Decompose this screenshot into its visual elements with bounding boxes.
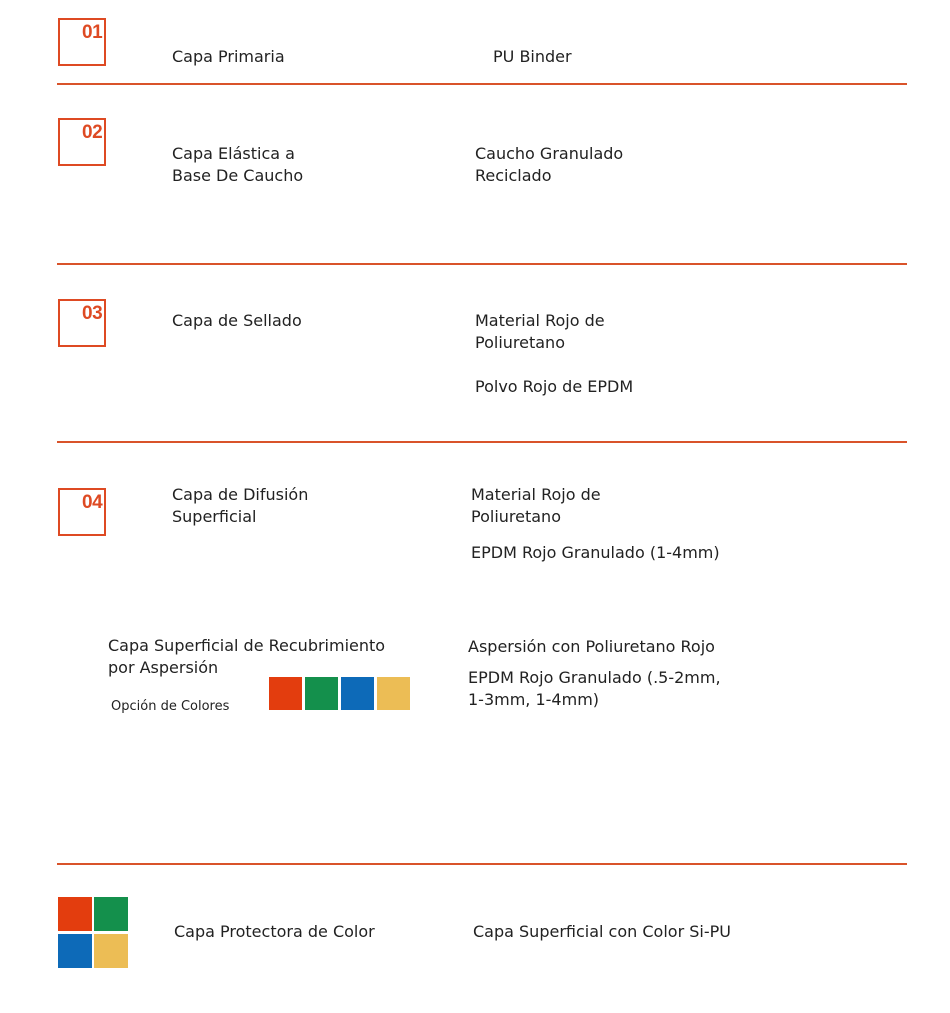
layer-name: Capa Primaria [172,47,285,66]
protective-layer-name: Capa Protectora de Color [174,922,375,941]
color-swatch-blue [341,677,374,710]
layer-name: Capa de Difusión Superficial [172,485,309,526]
layer-material-extra: Polvo Rojo de EPDM [475,377,634,396]
section-divider [57,441,907,443]
layer-number: 01 [82,22,103,43]
section-divider [57,263,907,265]
color-option-label: Opción de Colores [111,699,230,714]
layer-material: PU Binder [493,47,572,66]
layer-material: Material Rojo de Poliuretano [475,311,605,352]
layer-number: 03 [82,303,103,324]
layer-name: Capa de Sellado [172,311,302,330]
section-divider [57,83,907,85]
layer-number: 02 [82,122,103,143]
color-swatch-red [269,677,302,710]
color-tile-red [58,897,92,931]
layer-number-badge [58,299,106,347]
layer-number-badge [58,118,106,166]
layer-name: Capa Elástica a Base De Caucho [172,144,304,185]
layer-material: Caucho Granulado Reciclado [475,144,624,185]
color-tile-blue [58,934,92,968]
protective-layer-material: Capa Superficial con Color Si-PU [473,922,731,941]
spray-layer-name: Capa Superficial de Recubrimiento por Aspersión [108,636,386,677]
spray-material: Aspersión con Poliuretano Rojo [468,637,715,656]
color-swatch-green [305,677,338,710]
layer-material: Material Rojo de Poliuretano [471,485,601,526]
section-divider [57,863,907,865]
color-tile-green [94,897,128,931]
color-swatch-yellow [377,677,410,710]
layer-number-badge [58,18,106,66]
layer-number: 04 [82,492,103,513]
color-tile-yellow [94,934,128,968]
spray-material-extra: EPDM Rojo Granulado (.5-2mm, 1-3mm, 1-4mm) [468,668,721,709]
layer-number-badge [58,488,106,536]
layer-material-extra: EPDM Rojo Granulado (1-4mm) [471,543,720,562]
